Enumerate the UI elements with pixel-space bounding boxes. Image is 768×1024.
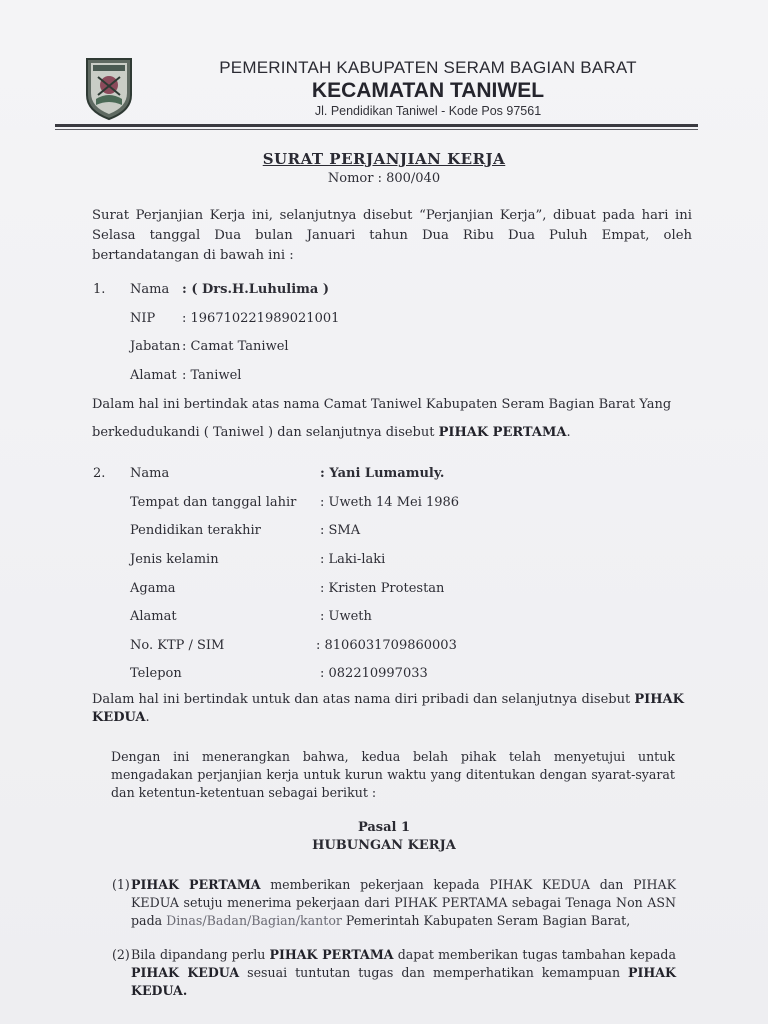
party1-address-label: Alamat <box>130 368 177 383</box>
party1-name-label: Nama <box>130 282 170 297</box>
clause-2-text-b: dapat memberikan tugas tambahan kepada <box>393 947 677 962</box>
party1-statement-line1: Dalam hal ini bertindak atas nama Camat Taniwel Kabupaten Seram Bagian Barat Yang <box>92 397 672 412</box>
party2-phone-label: Telepon <box>130 666 182 681</box>
party2-birth-value: : Uweth 14 Mei 1986 <box>320 495 460 510</box>
article-clause-2 <box>112 946 676 1000</box>
letterhead-rule-thin <box>55 129 698 130</box>
article-number: Pasal 1 <box>357 820 411 835</box>
party2-name-label: Nama <box>130 466 170 481</box>
party2-statement-end: . <box>145 710 150 725</box>
clause-1-text-a: memberikan pekerjaan kepada PIHAK KEDUA dan PIHAK KEDUA setuju menerima pekerjaan dari PIHAK PERTAMA sebagai Tenaga Non ASN pada <box>131 877 677 928</box>
party1-number: 1. <box>93 282 106 297</box>
agreement-paragraph: Dengan ini menerangkan bahwa, kedua belah pihak telah menyetujui untuk mengadakan perjanjian kerja untuk kurun waktu yang ditentukan dengan syarat-syarat dan ketentun-ketentuan sebagai berikut : <box>111 749 675 800</box>
party1-statement-end: . <box>566 425 571 440</box>
party2-number: 2. <box>93 466 106 481</box>
party2-statement-line2 <box>92 710 150 725</box>
party1-name-value: : ( Drs.H.Luhulima ) <box>182 282 330 297</box>
party2-education-label: Pendidikan terakhir <box>130 523 261 538</box>
party2-education-value: : SMA <box>320 523 361 538</box>
party2-address-label: Alamat <box>130 609 177 624</box>
party2-phone-value: : 082210997033 <box>320 666 428 681</box>
party1-statement-text: berkedudukandi ( Taniwel ) dan selanjutnya disebut <box>92 425 435 440</box>
party2-id-value: : 8106031709860003 <box>316 638 457 653</box>
clause-1-number: (1) <box>112 877 130 892</box>
clause-2-party-1: PIHAK PERTAMA <box>269 947 394 962</box>
party2-birth-label: Tempat dan tanggal lahir <box>130 495 297 510</box>
party1-address-value: : Taniwel <box>182 368 242 383</box>
letterhead-government: PEMERINTAH KABUPATEN SERAM BAGIAN BARAT <box>219 58 637 77</box>
clause-1-party: PIHAK PERTAMA <box>131 877 261 892</box>
document-number: Nomor : 800/040 <box>327 171 441 186</box>
article-heading: HUBUNGAN KERJA <box>312 838 456 853</box>
letterhead-address: Jl. Pendidikan Taniwel - Kode Pos 97561 <box>314 104 542 118</box>
party2-role-b: KEDUA <box>92 710 146 725</box>
party2-statement-line1 <box>92 692 684 707</box>
letterhead-office: KECAMATAN TANIWEL <box>311 79 545 102</box>
clause-2-party-2: PIHAK KEDUA <box>131 965 240 980</box>
party1-position-label: Jabatan <box>130 339 181 354</box>
party2-gender-value: : Laki-laki <box>320 552 386 567</box>
party2-name-value: : Yani Lumamuly. <box>320 466 445 481</box>
party2-statement-text: Dalam hal ini bertindak untuk dan atas nama diri pribadi dan selanjutnya disebut <box>92 692 631 707</box>
clause-1-text-b: Pemerintah Kabupaten Seram Bagian Barat, <box>341 913 631 928</box>
clause-2-number: (2) <box>112 947 130 962</box>
party1-role: PIHAK PERTAMA <box>438 425 567 440</box>
clause-2-party-3: PIHAK KEDUA. <box>131 965 676 998</box>
party2-id-label: No. KTP / SIM <box>130 638 225 653</box>
party2-religion-label: Agama <box>130 581 176 596</box>
party1-nip-label: NIP <box>130 311 156 326</box>
party2-gender-label: Jenis kelamin <box>130 552 219 567</box>
party1-position-value: : Camat Taniwel <box>182 339 289 354</box>
clause-2-text-c: sesuai tuntutan tugas dan memperhatikan kemampuan <box>239 965 629 980</box>
party1-statement-line2 <box>92 425 571 440</box>
clause-2-text-a: Bila dipandang perlu <box>131 947 270 962</box>
party2-religion-value: : Kristen Protestan <box>320 581 445 596</box>
party2-role-a: PIHAK <box>634 692 684 707</box>
letterhead-rule-thick <box>55 124 698 127</box>
party1-nip-value: : 196710221989021001 <box>182 311 340 326</box>
article-clause-1 <box>112 876 676 930</box>
clause-1-institution: Dinas/Badan/Bagian/kantor <box>166 913 342 928</box>
document-title: SURAT PERJANJIAN KERJA <box>262 150 506 168</box>
party2-address-value: : Uweth <box>320 609 372 624</box>
intro-paragraph: Surat Perjanjian Kerja ini, selanjutnya disebut “Perjanjian Kerja”, dibuat pada hari ini Selasa tanggal Dua bulan Januari tahun Dua Ribu Dua Puluh Empat, oleh bertandatangan di bawah ini : <box>92 208 692 263</box>
